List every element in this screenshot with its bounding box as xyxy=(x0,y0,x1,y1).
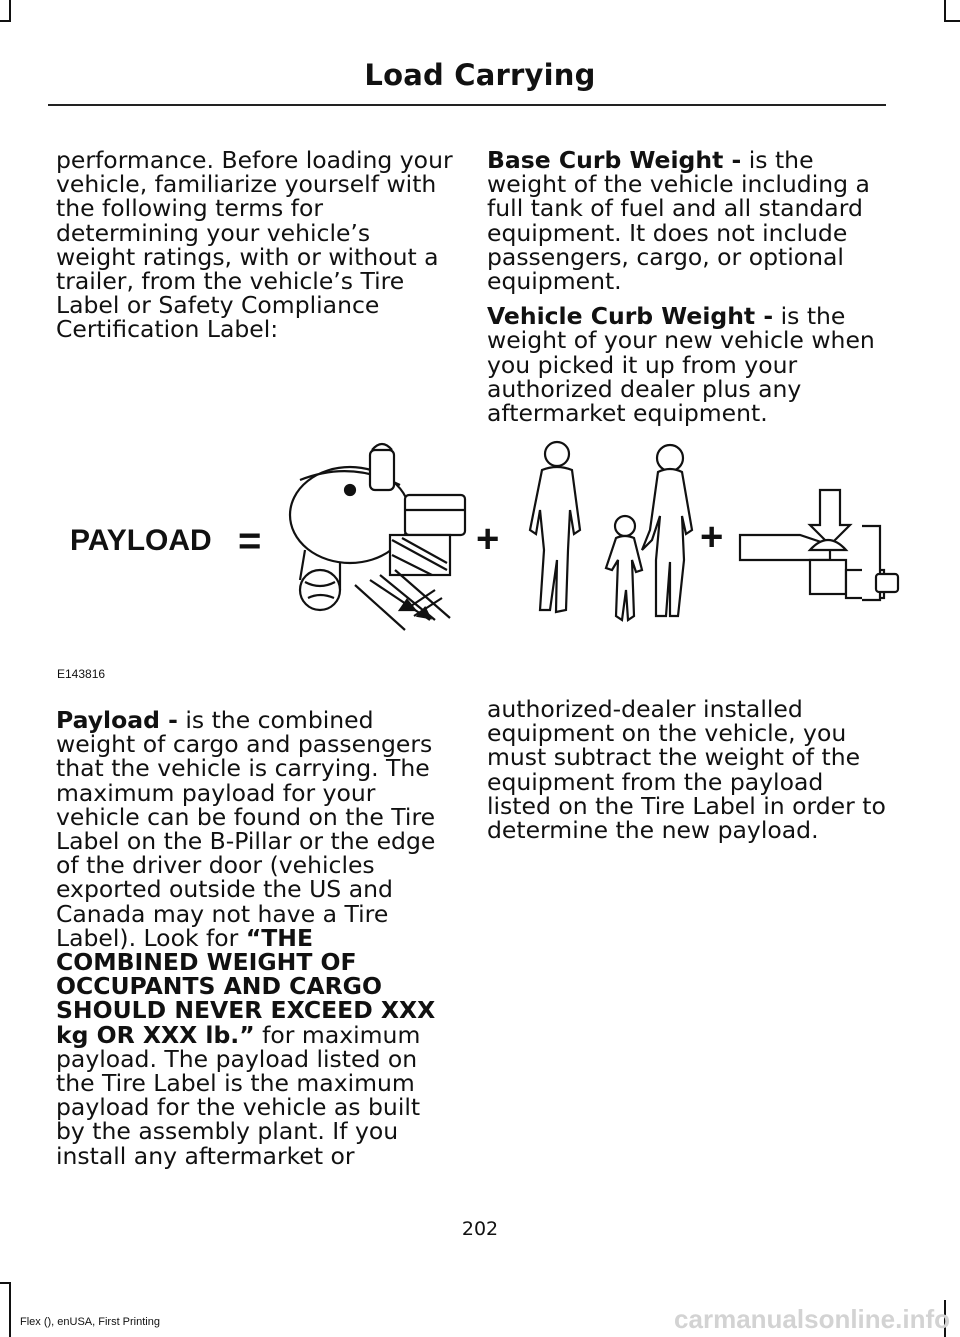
left-column-bottom xyxy=(56,708,454,1179)
vehicle-curb-weight-term: Vehicle Curb Weight - xyxy=(487,302,774,331)
payload-text-1: is the combined weight of cargo and passengers that the vehicle is carrying. The maximum payload for your vehicle can be found on the Tire Label on the B-Pillar or the edge of the driver door (vehicles exported outside the US and Canada may not have a Tire Label). Look for xyxy=(56,706,436,952)
header-rule xyxy=(48,104,886,106)
continuation-paragraph: authorized-dealer installed equipment on the vehicle, you must subtract the weight of the equipment from the payload listed on the Tire Label in order to determine the new payload. xyxy=(487,695,886,845)
edition-footer: Flex (), enUSA, First Printing xyxy=(20,1316,160,1328)
cargo-items-icon xyxy=(290,444,465,630)
payload-paragraph xyxy=(56,708,454,1168)
passengers-family-icon xyxy=(530,442,692,620)
intro-paragraph: performance. Before loading your vehicle, familiarize yourself with the following terms for determining your vehicle’s weight ratings, with or without a trailer, from the vehicle’s Tire Label or Safety Compliance Certification Label: xyxy=(56,146,453,344)
plus-sign-1: + xyxy=(476,517,500,561)
payload-text-2: for maximum payload. The payload listed on the Tire Label is the maximum payload for the vehicle as built by the assembly plant. If you install any aftermarket or xyxy=(56,1020,421,1170)
right-column-top xyxy=(487,148,887,436)
figure-code: E143816 xyxy=(57,667,106,681)
plus-sign-2: + xyxy=(700,515,724,559)
crop-mark-bottom-left-v xyxy=(9,1282,11,1337)
vehicle-curb-weight-text: is the weight of your new vehicle when you picked it up from your authorized dealer plus any aftermarket equipment. xyxy=(487,302,875,428)
payload-label: PAYLOAD xyxy=(70,524,212,557)
base-curb-weight-text: is the weight of the vehicle including a full tank of fuel and all standard equipment. It does not include passengers, cargo, or optional equipment. xyxy=(487,146,870,296)
crop-mark-top-left-h xyxy=(0,20,11,22)
left-column-top xyxy=(56,148,454,353)
trailer-hitch-tongue-load-icon xyxy=(740,490,898,600)
crop-mark-top-right-v xyxy=(944,0,946,22)
right-column-bottom xyxy=(487,697,887,853)
base-curb-weight-term: Base Curb Weight - xyxy=(487,146,742,174)
payload-illustration xyxy=(50,430,900,670)
crop-mark-top-left-v xyxy=(9,0,11,22)
crop-mark-top-right-h xyxy=(944,20,960,22)
equals-sign: = xyxy=(238,519,262,563)
payload-term: Payload - xyxy=(56,706,178,734)
page-title: Load Carrying xyxy=(364,58,596,92)
site-watermark: carmanualsonline.info xyxy=(674,1304,950,1334)
page-number: 202 xyxy=(461,1218,499,1240)
vehicle-curb-weight-paragraph xyxy=(487,302,887,428)
crop-mark-bottom-left-h xyxy=(0,1282,11,1284)
payload-label-quote: “THE COMBINED WEIGHT OF OCCUPANTS AND CARGO SHOULD NEVER EXCEED XXX kg OR XXX lb.” xyxy=(56,923,436,1049)
base-curb-weight-paragraph xyxy=(487,146,887,296)
